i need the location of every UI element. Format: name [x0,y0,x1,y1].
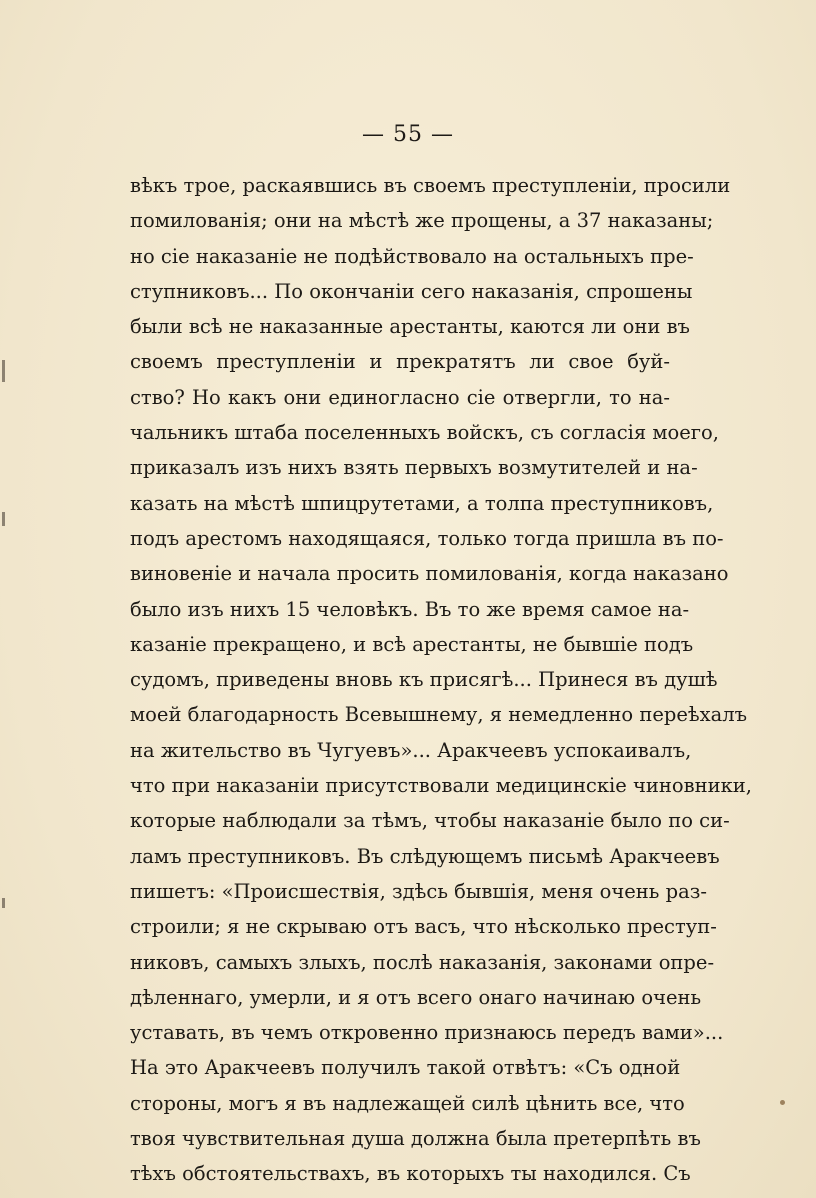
text-line: уставать, въ чемъ откровенно признаюсь передъ вами»... [130,1021,724,1045]
text-line: чальникъ штаба поселенныхъ войскъ, съ согласія моего, [130,421,719,445]
text-line: которые наблюдали за тѣмъ, чтобы наказаніе было по си- [130,809,730,833]
text-line: вѣкъ трое, раскаявшись въ своемъ преступленіи, просили [130,174,731,197]
text-line: тѣхъ обстоятельствахъ, въ которыхъ ты находился. Съ [130,1162,691,1186]
text-line: казаніе прекращено, и всѣ арестанты, не бывшіе подъ [130,632,694,656]
text-line: ламъ преступниковъ. Въ слѣдующемъ письмѣ Аракчеевъ [130,844,720,868]
text-line: на жительство въ Чугуевъ»... Аракчеевъ успокаивалъ, [130,738,692,762]
text-line: дѣленнаго, умерли, и я отъ всего онаго начинаю очень [130,985,702,1009]
text-line: было изъ нихъ 15 человѣкъ. Въ то же время самое на- [130,597,690,621]
text-line: стороны, могъ я въ надлежащей силѣ цѣнить все, что [130,1091,685,1115]
text-line: никовъ, самыхъ злыхъ, послѣ наказанія, законами опре- [130,950,715,974]
text-line: приказалъ изъ нихъ взять первыхъ возмутителей и на- [130,456,698,480]
text-line: подъ арестомъ находящаяся, только тогда пришла въ по- [130,526,724,550]
text-line: строили; я не скрываю отъ васъ, что нѣсколько преступ- [130,915,717,939]
text-line: судомъ, приведены вновь къ присягѣ... Принеся въ душѣ [130,668,718,692]
text-line: помилованія; они на мѣстѣ же прощены, а 37 наказаны; [130,209,714,233]
text-line: ступниковъ... По окончаніи сего наказанія, спрошены [130,279,693,303]
edge-mark [2,512,5,526]
edge-mark [2,360,5,382]
page-number: — 55 — [362,122,454,147]
text-line: казать на мѣстѣ шпицрутетами, а толпа преступниковъ, [130,491,714,515]
edge-mark [2,898,5,908]
body-text [130,168,753,1192]
text-line: твоя чувствительная душа должна была претерпѣть въ [130,1127,701,1151]
paper-speck [780,1100,785,1105]
text-line: моей благодарность Всевышнему, я немедленно переѣхалъ [130,703,748,727]
text-line: что при наказаніи присутствовали медицинскіе чиновники, [130,774,753,798]
text-line: ство? Но какъ они единогласно сіе отвергли, то на- [130,385,670,409]
text-line: были всѣ не наказанные арестанты, каются ли они въ [130,315,690,339]
text-line: своемъ преступленіи и прекратятъ ли свое буй- [130,350,670,374]
text-line: пишетъ: «Происшествія, здѣсь бывшія, меня очень раз- [130,879,707,903]
text-line: но сіе наказаніе не подѣйствовало на остальныхъ пре- [130,244,694,268]
text-line: На это Аракчеевъ получилъ такой отвѣтъ: «Съ одной [130,1056,681,1080]
text-line: виновеніе и начала просить помилованія, когда наказано [130,562,729,586]
